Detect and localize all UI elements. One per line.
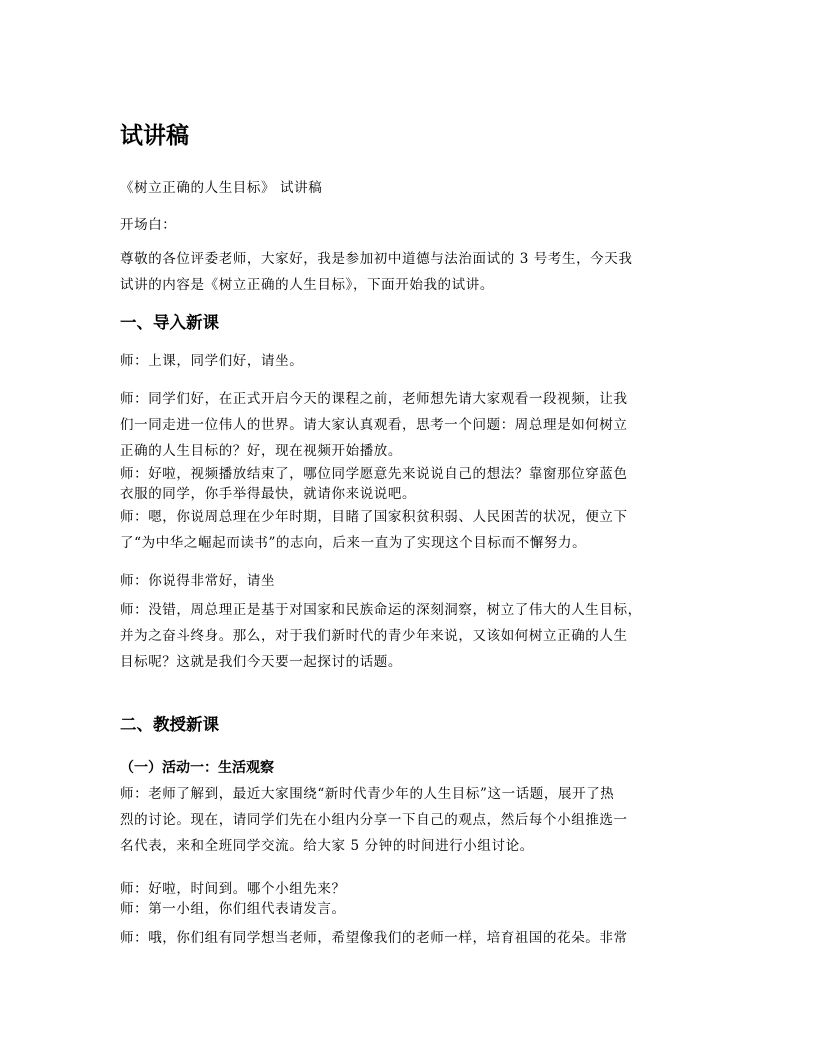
intro-paragraph-4: 师：嗯，你说周总理在少年时期，目睹了国家积贫积弱、人民困苦的状况，便立下 了“为中华之崛起而读书”的志向，后来一直为了实现这个目标而不懈努力。: [120, 509, 628, 551]
section-heading-intro: 一、导入新课: [120, 313, 219, 332]
activity-heading: （一）活动一：生活观察: [120, 760, 274, 776]
intro-paragraph-3: 师：好啦，视频播放结束了，哪位同学愿意先来说说自己的想法？靠窗那位穿蓝色 衣服的同学，你手举得最快，就请你来说说吧。: [120, 466, 628, 502]
intro-paragraph-1: 师：上课，同学们好，请坐。: [120, 353, 304, 369]
activity-paragraph-3: 师：哦，你们组有同学想当老师，希望像我们的老师一样，培育祖国的花朵。非常: [120, 930, 628, 946]
intro-paragraph-5: 师：你说得非常好，请坐: [120, 573, 276, 589]
document-title: 试讲稿: [120, 123, 189, 149]
intro-paragraph-2: 师：同学们好，在正式开启今天的课程之前，老师想先请大家观看一段视频，让我 们一同走进一位伟人的世界。请大家认真观看，思考一个问题：周总理是如何树立 正确的人生目标的？好，现在视频开始播放。: [120, 391, 628, 459]
activity-paragraph-2: 师：好啦，时间到。哪个小组先来？ 师：第一小组，你们组代表请发言。: [120, 881, 346, 917]
opening-label: 开场白：: [120, 217, 177, 233]
opening-line-2: 试讲的内容是《树立正确的人生目标》，下面开始我的试讲。: [120, 277, 494, 293]
opening-paragraph: [120, 246, 696, 298]
document-page: [120, 0, 696, 1056]
intro-paragraph-6: 师：没错，周总理正是基于对国家和民族命运的深刻洞察，树立了伟大的人生目标， 并为之奋斗终身。那么，对于我们新时代的青少年来说，又该如何树立正确的人生 目标呢？这就是我们今天要一起探讨的话题。: [120, 602, 642, 670]
activity-paragraph-1: 师：老师了解到，最近大家围绕“新时代青少年的人生目标”这一话题，展开了热 烈的讨论。现在，请同学们先在小组内分享一下自己的观点，然后每个小组推选一 名代表，来和全班同学交流。给大家 5 分钟的时间进行小组讨论。: [120, 786, 628, 854]
opening-line-1: 尊敬的各位评委老师，大家好，我是参加初中道德与法治面试的 3 号考生，今天我: [120, 251, 633, 267]
section-heading-teaching: 二、教授新课: [120, 715, 219, 734]
document-subtitle: 《树立正确的人生目标》 试讲稿: [120, 180, 323, 196]
